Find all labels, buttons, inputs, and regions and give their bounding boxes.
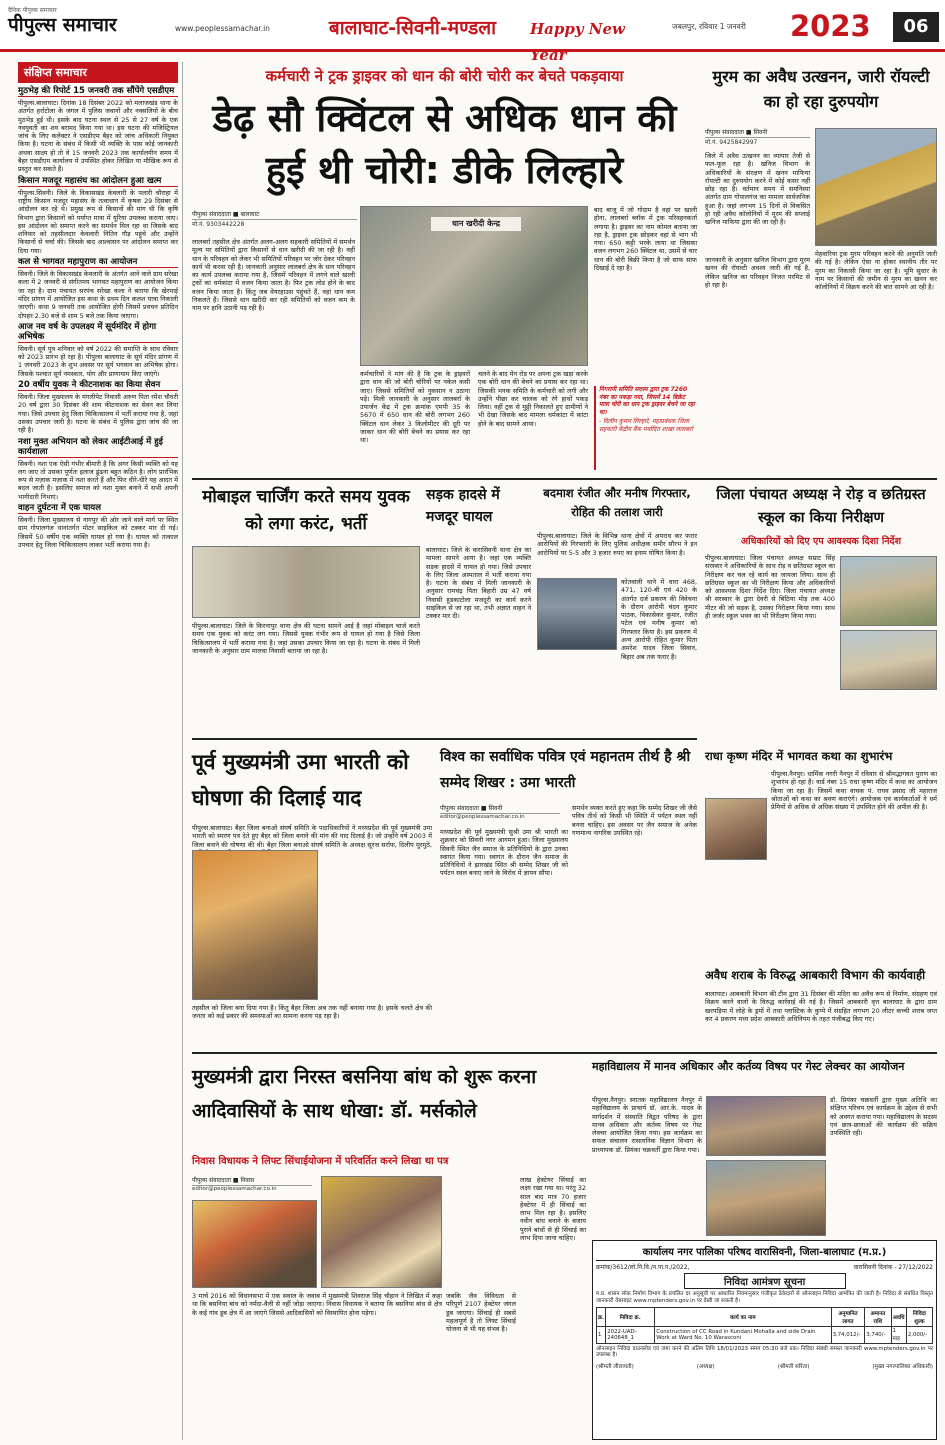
muram-body-3: जानकारी के अनुसार खनिज विभाग द्वारा मुरम खनन की रॉयल्टी अवश्य जारी की गई है, लेकिन खनिज का परिवहन निजत परमिट से हो रहा है।	[705, 256, 810, 289]
brief-item	[18, 503, 178, 549]
cm-body-3: लाख हेक्टेयर सिंचाई का लक्ष्य रखा गया था। परंतु 32 साल बाद मात्र 70 हजार हेक्टेयर में ही सिंचाई का लाभ मिल रहा है। इसलिए नवीन बांध बनाने के बजाय पुराने बांधों से ही सिंचाई का लाभ दिया जाना चाहिए।	[520, 1176, 586, 1243]
website-url: www.peoplessamachar.in	[175, 24, 270, 33]
table-cell: 3,74,012/-	[831, 1326, 865, 1343]
bhagwat-headline: राधा कृष्ण मंदिर में भागवत कथा का शुभारंभ	[705, 749, 893, 763]
table-cell: 2,000/-	[906, 1326, 932, 1343]
abkari-body: बालाघाट। आबकारी विभाग की टीम द्वारा 31 दिसंबर की मदिरा का अवैध रूप से निर्माण, संग्रहण एवं विक्रय करने वालों के विरुद्ध कार्रवाई की गई है। जिसमें आबकारी वृत्त बालाघाट के द्वारा ग्राम खरपड़िया में लोहे के ड्रमों में तथा प्लास्टिक के कुप्पे में संग्रहित लगभग 20 लीटर कच्ची शराब जप्त कर 4 प्रकरण मध्य प्रदेश आबकारी अधिनियम के तहत पंजीबद्ध किए गए।	[705, 990, 937, 1023]
brief-title: कल से भागवत महापुराण का आयोजन	[18, 257, 178, 268]
tender-refs	[596, 1263, 933, 1271]
muram-byline: पीपुल्स संवाददाता ■ सिवनी	[705, 128, 810, 138]
lecture-photo-2	[706, 1160, 826, 1236]
brief-item	[18, 380, 178, 434]
table-cell: 3,740/-	[865, 1326, 891, 1343]
newspaper-logo: पीपुल्स समाचार	[8, 14, 117, 36]
table-header-cell: निविदा शुल्क	[906, 1307, 932, 1326]
table-header-cell: अमानत राशि	[865, 1307, 891, 1326]
brief-item	[18, 257, 178, 320]
mobile-body: पीपुल्स.बालाघाट। जिले के किरनापुर थाना क्षेत्र की घटना सामने आई है जहां मोबाइल चार्ज करते समय एक युवक को करंट लग गया। जिससे युवक गंभीर रूप से घायल हो गया है जिसे जिला चिकित्सालय में भर्ती कराया गया है। जहां उसका उपचार किया जा रहा है। घटना के संबंध में मिली जानकारी के अनुसार ग्राम मालवा निवासी बताया जा रहा है।	[192, 622, 420, 655]
cm-byline-block	[192, 1176, 312, 1198]
brief-body: सिवनी। सूर्य पुत्र शनिवार को वर्ष 2022 की समाप्ति के साथ रविवार को 2023 प्रारंभ हो रहा है। पीपुल्स बालाघाट के सूर्य मंदिर प्रांगण में 1 जनवरी 2023 के शुभ अवसर पर सूर्य भगवान का अभिषेक होगा। जिसके पश्चात सूर्य नमस्कार, योग और प्राणायाम किए जाएंगे।	[18, 344, 178, 378]
lead-kicker: कर्मचारी ने ट्रक ड्राइवर को धान की बोरी चोरी कर बेचते पकड़वाया	[265, 67, 624, 85]
uma-body-2: तहसील को जिला बना दिया गया है। किंतु बैहर जिला अब तक नहीं बनाया गया है। इसके चलते क्षेत्र की जनता को कई प्रकार की समस्याओं का सामना करना पड़ रहा है।	[192, 1004, 432, 1021]
tirth-email: editor@peoplessamachar.co.in	[440, 814, 525, 820]
zila-body: पीपुल्स.बालाघाट। जिला पंचायत अध्यक्ष सम्राट सिंह सरस्वार ने अधिकारियों के साथ रोड़ व छतिग्रस्त स्कूल का निरीक्षण कर चल रहे कार्य का जायजा लिया। साथ ही छतिग्रस्त स्कूल का भी निरीक्षण किया और अधिकारियों को आवश्यक दिशा निर्देश दिए। जिला पंचायत अध्यक्ष श्री सरस्वार के द्वारा देवरी से बिठिया मोड़ तक 400 मीटर की जो सड़क है, उसका निरीक्षण किया गया। साथ ही जर्जर स्कूल भवन का भी निरीक्षण किया गया।	[705, 554, 835, 621]
zila-subhead: अधिकारियों को दिए एप आवश्यक दिशा निर्देश	[740, 536, 902, 547]
muram-headline: मुरम का अवैध उत्खनन, जारी रॉयल्टी का हो रहा दुरुपयोग	[712, 67, 930, 111]
tirth-body-1: मध्यप्रदेश की पूर्व मुख्यमंत्री सुश्री उमा श्री भारती का शुक्रवार को सिवनी नगर आगमन हुआ। जिला मुख्यालय सिवनी स्थित जैन समाज के प्रतिनिधियों के द्वारा उनका स्वागत किया गया। स्वागत के दौरान जैन समाज के प्रतिनिधियों ने झारखंड स्थित श्री सम्मेद शिखर जी को पर्यटन स्थल बनाए जाने के विरोध में ज्ञापन सौंपा।	[440, 828, 568, 878]
table-header-cell: कार्य का नाम	[655, 1307, 831, 1326]
brief-heading: संक्षिप्त समाचार	[18, 62, 178, 83]
brief-title: वाहन दुर्घटना में एक घायल	[18, 503, 178, 514]
brief-body: सिवनी। जिला मुख्यालय के मंगलीपेट निवासी अरुण पिता रमेश चौधरी 20 वर्ष द्वारा 30 दिसंबर की शाम कीटनाशक का सेवन कर लिया गया। जिसे उपचार हेतु जिला चिकित्सालय में भर्ती कराया गया है, जहां उसका उपचार जारी है। घटना के संबंध में पुलिस द्वारा जांच की जा रही है।	[18, 393, 178, 435]
page-number: 06	[893, 12, 939, 42]
road-body: बालाघाट। जिले के वारासिवनी थाना क्षेत्र का मामला सामने आया है। जहां एक व्यक्ति सड़क हादसे में घायल हो गया। जिसे उपचार के लिए जिला अस्पताल में भर्ती कराया गया है। घटना के संबंध में मिली जानकारी के अनुसार रामचंद्र पिता बिहारी उम्र 47 वर्ष निवासी हुडकाटोला मजदूरी का कार्य करने साइकिल से जा रहा था, तभी अज्ञात वाहन ने टक्कर मार दी।	[426, 546, 531, 621]
tender-signatures	[596, 1362, 933, 1370]
muram-mobile: मो.नं. 9425842997	[705, 139, 758, 146]
crime-body-2: कोतवाली थाने में धारा 468, 471, 120-बी एवं 420 के अंतर्गत दर्ज प्रकरण की विवेचना के दौरान आरोपी चंदन कुमार पाठक, विकासेकर कुमार, रंजीत पटेल एवं मनीष कुमार को गिरफ्तार किया है। इस प्रकरण में अन्य आरोपी रोहित कुमार पिता अमरेश यादव जिला सिवान, बिहार अब तक फरार है।	[621, 578, 697, 661]
lead-quote-attribution: - दिलीप कुमार लिल्हारे, महाप्रबंधक जिला सहकारी केंद्रीय बैंक मर्यादित शाखा लालबर्रा	[599, 418, 693, 433]
signature-name: (श्रीमती लीलावती)	[596, 1364, 634, 1371]
brief-body: सिवनी। नशा एक ऐसी गंभीर बीमारी है कि अगर किसी व्यक्ति को यह लग जाए तो उसका पूर्णतः इलाज ढूंढना बहुत कठिन है। लोग प्रारंभिक रूप से मज़ाक मज़ाक में नशा करते हैं और फिर धीरे-धीरे यह आदत में बदल जाती है। इसलिए समाज को नशा मुक्त बनाने में सभी अपनी भागीदारी निभाएं।	[18, 459, 178, 501]
masthead-logo-block	[8, 6, 178, 46]
brief-body: पीपुल्स.बालाघाट। दिनांक 18 दिसंबर 2022 को मलाजखंड थाना के अंतर्गत हर्राटोला के जंगल में पुलिस जवानों और नक्सलियों के बीच मुठभेड़ हुई थी। इसके बाद घटना स्थल से 25 से 27 वर्ष के एक नवयुवती का शव बरामद किया गया था। इस घटना की मजिस्ट्रियल जांच के लिए कलेक्टर ने एसडीएम बैहर को जांच अधिकारी नियुक्त किया है। घटना के संबंध में किसी भी व्यक्ति के पास कोई जानकारी अथवा साक्ष्य हो तो वे 15 जनवरी 2023 तक कार्यालयीन समय में बैहर एसडीएम कार्यालय में उपस्थित होकर लिखित या मौखिक रूप से प्रस्तुत कर सकते हैं।	[18, 99, 178, 174]
brief-body: सिवनी। जिला मुख्यालय से नागपुर की ओर जाने वाले मार्ग पर स्थित ग्राम गोपालगंज थानांतर्गत मोटर साइकिल को टक्कर मार दी गई। जिसमें 50 वर्षीय एक व्यक्ति घायल हो गया है। घायल को तत्काल उपचार हेतु जिला चिकित्सालय लाकर भर्ती कराया गया है।	[18, 515, 178, 549]
table-cell: Construction of CC Road in Kundani Mohalla and side Drain Work at Ward No. 10 Warasconi	[655, 1326, 831, 1343]
lead-byline-block	[192, 210, 357, 234]
city-date: जबलपुर, रविवार 1 जनवरी	[672, 22, 746, 31]
uma-headline: पूर्व मुख्यमंत्री उमा भारती को घोषणा की दिलाई याद	[192, 750, 409, 810]
tirth-headline: विश्व का सर्वाधिक पवित्र एवं महानतम तीर्थ है श्री सम्मेद शिखर : उमा भारती	[440, 749, 691, 791]
lecture-photo-1	[706, 1096, 826, 1156]
tender-table	[596, 1307, 933, 1344]
signature-title: (अध्यक्ष)	[696, 1364, 715, 1371]
zila-school-photo	[840, 630, 937, 690]
lead-photo	[360, 206, 588, 366]
lead-col-2: कर्मचारियों ने मांग की है कि ट्रक के ड्राइवरों द्वारा धान की जो बोरी चोरियों पर नकेल कसी जाए। जिससे समितियों को नुकसान न उठाना पड़े। मिली जानकारी के अनुसार लालबर्रा के उपार्जन केंद्र में ट्रक क्रमांक एमपी 35 के 5670 में 650 धान की बोरी लगभग 260 क्विंटल धान लेकर 3 किलोमीटर की दूरी पर जाकर धान की बोरी बेचने का प्रयास कर रहा था।	[360, 370, 470, 445]
cm-subhead: निवास विधायक ने लिफ्ट सिंचाईयोजना में परिवर्तित करने लिखा था पत्र	[192, 1156, 449, 1167]
table-header-cell: निविदा क्र.	[606, 1307, 655, 1326]
divider	[192, 1052, 937, 1054]
signature-name: (श्रीमती सरिता)	[777, 1364, 810, 1371]
lead-quote-box	[594, 386, 697, 470]
road-headline: सड़क हादसे में मजदूर घायल	[426, 487, 500, 525]
lead-mobile: मो.नं. 9303442228	[192, 221, 245, 228]
table-row	[597, 1326, 933, 1343]
table-header-row	[597, 1307, 933, 1326]
table-cell: 1	[597, 1326, 606, 1343]
table-header-cell: अवधि	[891, 1307, 906, 1326]
signature-title: (मुख्य नगरपालिका अधिकारी)	[872, 1364, 933, 1371]
tender-ref-number: क्रमांक/3612/लो.नि.वि./न.पा.प./2022,	[596, 1264, 690, 1271]
divider	[192, 738, 697, 740]
muram-byline-block	[705, 128, 810, 152]
brief-item	[18, 86, 178, 174]
tender-notice	[592, 1240, 937, 1440]
tender-intro: म.प्र. शासन लोक निर्माण विभाग के प्रचलित दर अनुसूची पर आधारित नियमानुसार पंजीकृत ठेकेदारों से ऑनलाइन निविदा आमंत्रित की जाती है। निविदा से संबंधित विस्तृत जानकारी वेबसाइट www.mptenders.gov.in पर देखी जा सकती है।	[596, 1291, 933, 1304]
crime-press-photo	[537, 578, 617, 650]
muram-body-1: जिले में अवैध उत्खनन का व्यापार तेजी से फल-फूल रहा है। खनिज विभाग के अधिकारियों के संरक्षण में खनन माफिया रॉयल्टी का दुरुपयोग करने में कोई कसर नहीं छोड़ रहा है। वर्तमान समय में समनिस्पा अंतर्गत ग्राम गोपालगंज का मामला सार्वजनिक हुआ है। जहां लगभग 15 दिनों से विकसित हो रही अवैध कॉलोनियों में मुरम की सप्लाई खनिज माफिया द्वारा की जा रही है।	[705, 152, 810, 227]
table-header-cell: क्र.	[597, 1307, 606, 1326]
lead-col-3: चलने के बाद मेन रोड पर अपना ट्रक खड़ा करके एक बोरी धान की बेचने का प्रयास कर रहा था। जिसकी भनक समिति के कर्मचारी को लगी और उन्होंने पीछा कर चालक को रंगे हाथों पकड़ लिया। वहीं ट्रक से मुठ्ठी निकालते हुए ग्रामीणों ने भी देखा जिसके बाद मामला धर्मकांटा में कांटा होने के बाद सामने आया।	[478, 370, 588, 428]
mobile-hospital-photo	[192, 546, 420, 618]
divider	[192, 478, 937, 480]
brief-title: 20 वर्षीय युवक ने कीटनाशक का किया सेवन	[18, 380, 178, 391]
zila-headline: जिला पंचायत अध्यक्ष ने रोड़ व छतिग्रस्त स्कूल का किया निरीक्षण	[716, 487, 926, 526]
uma-photo	[192, 850, 318, 1000]
table-header-cell: अनुमानित लागत	[831, 1307, 865, 1326]
crime-headline: बदमाश रंजीत और मनीष गिरफ्तार, रोहित की तलाश जारी	[543, 486, 691, 519]
lead-headline: डेढ़ सौ क्विंटल से अधिक धान की हुई थी चोरी: डीके लिल्हारे	[212, 96, 677, 192]
tirth-byline: पीपुल्स संवाददाता ■ सिवनी	[440, 804, 560, 814]
lecture-body-2: डॉ. प्रियंका चक्रवर्ती द्वारा मुख्य अतिथि का संक्षिप्त परिचय एवं कार्यक्रम के उद्देश्य से सभी को अवगत कराया गया। महाविद्यालय के सदस्य एवं छात्र-छात्राओं की कार्यक्रम की सक्रिय उपस्थिति रही।	[830, 1096, 937, 1138]
tender-title: निविदा आमंत्रण सूचना	[684, 1273, 846, 1289]
cm-photo-1	[192, 1200, 317, 1288]
new-year-greeting: Happy New Year	[530, 20, 625, 64]
year-badge: 2023	[790, 9, 871, 43]
lead-byline: पीपुल्स संवाददाता ■ बालाघाट	[192, 210, 357, 220]
bhagwat-body: पीपुल्स.नैनपुर। धार्मिक नगरी नैनपुर में रविवार से श्रीमद्भागवत पुराण का शुभारंभ हो रहा है। वार्ड नंबर 15 राधा कृष्ण मंदिर में कथा का आयोजन किया जा रहा है। जिसमें कथा वाचक पं. राघव प्रसाद जी महाराज श्रोताओं को कथा का श्रवण कराएंगे। आयोजक एवं कार्यकर्ताओं ने धर्म प्रेमियों से अधिक से अधिक संख्या में उपस्थित होने की अपील की है।	[771, 770, 937, 812]
brief-title: मुठभेड़ की रिपोर्ट 15 जनवरी तक सौंपेंगे एसडीएम	[18, 86, 178, 97]
brief-column	[18, 62, 183, 1440]
newspaper-logo-subtitle: दैनिक पीपुल्स समाचार	[8, 7, 57, 14]
brief-title: किसान मजदूर महासंघ का आंदोलन हुआ खत्म	[18, 176, 178, 187]
lead-col-1: लालबर्रा तहसील क्षेत्र अंतर्गत अलग-अलग सहकारी समितियों में समर्थन मूल्य पर समितियों द्वारा किसानों से धान खरीदी की जा रही है। वहीं धान के परिवहन को लेकर भी समितियों परिवहन पर जोर देकर परिवहन कार्य भी करवा रही है। जानकारी अनुसार लालबर्रा क्षेत्र के धान परिवहन का कार्य उपलब्ध कराया गया है, जिसमें परिवहन में लगने वाले खाली ट्रकों का धर्मकांटा में वजन किया जाता है। फिर ट्रक लोड होने के बाद वजन किया जाता है। किंतु जब वेयरहाउस पहुंचते हैं, वहां धान कम निकलते हैं। जिससे धान खरीदी कर रही समितियों को वजन कम के नाम पर हानि उठानी पड़ रही है।	[192, 238, 355, 313]
cm-headline: मुख्यमंत्री द्वारा निरस्त बसनिया बांध को शुरू करना आदिवासियों के साथ धोखा: डॉ. मर्सकोले	[192, 1066, 537, 1122]
cm-body-2: जबकि जैव विविधता से परिपूर्ण 2107 हेक्टेयर जंगल डूब जाएगा। सिंचाई ही सबसे महत्वपूर्ण है तो लिफ्ट सिंचाई योजना से भी यह संभव है।	[446, 1292, 516, 1334]
lecture-headline: महाविद्यालय में मानव अधिकार और कर्तव्य विषय पर गेस्ट लेक्चर का आयोजन	[592, 1060, 905, 1073]
brief-body: पीपुल्स.सिवनी। जिले के विकासखंड केवलारी के पलारी चौराहा में राष्ट्रीय किसान मजदूर महासंघ के तत्वाधान में कृषक 29 दिसंबर से आंदोलन कर रहे थे। प्रमुख रूप से किसानों की मांग थी कि कृषि विभाग द्वारा किसानों को पर्याप्त मात्रा में यूरिया उपलब्ध कराया जाए। इस आंदोलन को समाप्त करने का समर्थन मिल रहा था जिसके बाद शनिवार को तहसीलदार केवलारी नितिन गौड़ पहुंचे और उन्होंने किसानों से चर्चा की। जिसके बाद आश्वासन पर आंदोलन समाप्त कर दिया गया।	[18, 188, 178, 255]
masthead	[0, 0, 945, 64]
cm-byline: पीपुल्स संवाददाता ■ निवास	[192, 1176, 312, 1186]
brief-body: सिवनी। जिले के विकासखंड केवलारी के अंतर्गत आने वाले ग्राम सरेखा कला में 2 जनवरी से संगीतमय भागवत महापुराण का आयोजन किया जा रहा है। ग्राम पंचायत सरपंच सरेखा कला ने बताया कि खेरमाई मंदिर प्रांगण में आयोजित इस कथा के प्रथम दिन कलश यात्रा निकाली जाएगी। कथा 9 जनवरी तक आयोजित होगी जिसमें प्रवचन प्रतिदिन दोपहर 2.30 बजे से शाम 5 बजे तक किया जाएगा।	[18, 270, 178, 320]
brief-title: आज नव वर्ष के उपलक्ष्य में सूर्यमंदिर में होगा अभिषेक	[18, 322, 178, 343]
lecture-body-1: पीपुल्स.नैनपुर। स्नातक महाविद्यालय नैनपुर में महाविद्यालय के प्राचार्य डॉ. आर.के. यादव के मार्गदर्शन में संस्थाति विद्वत परिषद के द्वारा मानव अधिकार और कर्तव्य विषय पर गेस्ट लेक्चर आयोजित किया गया। इस कार्यक्रम का सफल संचालन रासायनिक विज्ञान विभाग के प्राध्यापक डॉ. प्रियंका चक्रवर्ती द्वारा किया गया।	[592, 1096, 702, 1154]
cm-body-1: 3 मार्च 2016 को विधानसभा में एक सवाल के जवाब में मुख्यमंत्री शिवराज सिंह चौहान ने लिखित में कहा था कि बसनिया बांध को नर्मदा-वैली से नहीं जोड़ा जाएगा। निवास विधायक ने बताया कि बसनिया बांध से क्षेत्र के कई गांव डूब क्षेत्र में आ जाएंगे जिससे आदिवासियों को विस्थापित होना पड़ेगा।	[192, 1292, 442, 1317]
cm-email: editor@peoplessamachar.co.in	[192, 1186, 277, 1192]
brief-item	[18, 437, 178, 501]
tirth-byline-block	[440, 804, 560, 824]
brief-item	[18, 322, 178, 378]
section-banner: बालाघाट-सिवनी-मण्डला	[328, 17, 497, 39]
tirth-body-2: समर्थन व्यक्त करते हुए कहा कि सम्मेद शिखर जी जैसे पवित्र तीर्थ को किसी भी स्थिति में पर्यटन स्थल नहीं बनना चाहिए। इस अवसर पर जैन समाज के अनेक गणमान्य नागरिक उपस्थित रहे।	[572, 804, 697, 837]
tender-footer: ऑनलाइन निविदा डाउनलोड एवं जमा करने की अंतिम तिथि 18/01/2023 समय 05:30 बजे तक। निविदा संबंधी समस्त जानकारी www.mptenders.gov.in पर उपलब्ध है।	[596, 1345, 933, 1359]
tender-office: कार्यालय नगर पालिका परिषद वारासिवनी, जिला-बालाघाट (म.प्र.)	[596, 1244, 933, 1261]
crime-body-1: पीपुल्स.बालाघाट। जिले के विभिन्न थाना क्षेत्रों में अपराध कर फरार आरोपियों की गिरफ्तारी के लिए पुलिस अधीक्षक समीर सौरभ ने इन आरोपियों पर 5-5 और 3 हजार रुपए का इनाम घोषित किया है।	[537, 532, 697, 557]
uma-body-1: पीपुल्स.बालाघाट। बैहर जिला बनाओ संघर्ष समिति के पदाधिकारियों ने मध्यप्रदेश की पूर्व मुख्यमंत्री उमा भारती को स्मरण पत्र देते हुए बैहर को जिला बनाने की मांग की याद दिलाई है। जो उन्होंने वर्ष 2003 में जिला बनाने की घोषणा की थी। बैहर जिला बनाओ संघर्ष समिति के अध्यक्ष सूरज सर्राफ, दिलीप मुरमुठे,	[192, 824, 432, 849]
cm-photo-2	[321, 1176, 442, 1288]
zila-inspection-photo	[840, 556, 937, 626]
table-cell: 2022-UAD-240648_1	[606, 1326, 655, 1343]
photo-building-sign: धान खरीदी केन्द्र	[431, 217, 521, 231]
brief-item	[18, 176, 178, 255]
brief-title: नशा मुक्त अभियान को लेकर आईटीआई में हुई कार्यशाला	[18, 437, 178, 458]
muram-truck-photo	[815, 128, 937, 246]
mobile-headline: मोबाइल चार्जिंग करते समय युवक को लगा करंट, भर्ती	[202, 487, 410, 534]
lead-col-4: बाद बाजू में जो गोदाम है वहां पर खाली होना, लालबर्रा ब्लॉक में ट्रक परिवहनकर्ता लगाया है। ड्राइवर का नाम कोमल बताया जा रहा है, ड्राइवर ट्रक छोड़कर वहां से भाग भी गया। 650 कट्टी भरके लाया था जिसका वजन लगभग 260 क्विंटल था, उसमें से चार धान की बोरी बिक्री किया है जो साफ साफ दिखाई दे रहा है।	[594, 206, 697, 273]
tender-ref-date: वारासिवनी दिनांक - 27/12/2022	[853, 1264, 933, 1271]
muram-body-2: मेहवारिया ट्रक मुरम परिवहन करने की अनुमति जारी की गई है। लेकिन ऐसा ना होकर स्थानीय तौर पर मुरम का निकासी किया जा रहा है। भूमि सुधार के नाम पर किसानों की जमीन से मुरम का खनन कर कॉलोनियों में विक्रय करने की बात सामने आ रही है।	[815, 250, 937, 292]
lead-photo-caption: निगरानी समिति सदस्य द्वारा ट्रक 7260 नंबर का पकड़ा गया, जिसमें 14 बिक्रेट मात्रा चोरी का धान ट्रक ड्राइवर बेचने जा रहा था।	[599, 386, 695, 416]
abkari-headline: अवैध शराब के विरुद्ध आबकारी विभाग की कार्यवाही	[705, 968, 926, 982]
table-cell: 1 माह	[891, 1326, 906, 1343]
